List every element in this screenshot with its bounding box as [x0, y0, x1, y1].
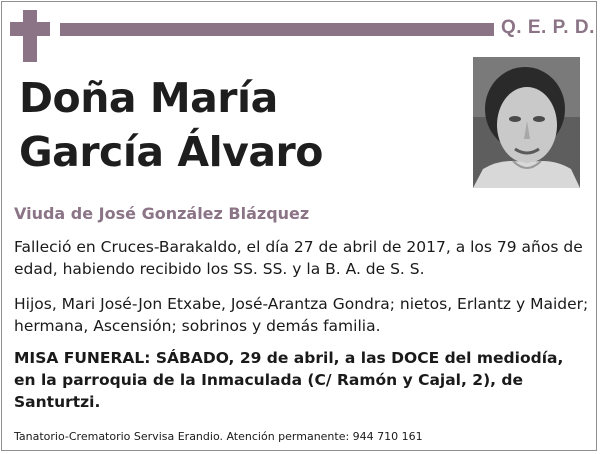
- family-paragraph: Hijos, Mari José-Jon Etxabe, José-Arantza Gondra; nietos, Erlantz y Maider; hermana, Ascensión; sobrinos y demás familia.: [14, 295, 589, 335]
- qepd-label: Q. E. P. D.: [501, 17, 595, 38]
- deceased-photo: [473, 57, 580, 188]
- funeral-mass-paragraph: MISA FUNERAL: SÁBADO, 29 de abril, a las DOCE del mediodía, en la parroquia de la Inmaculada (C/ Ramón y Cajal, 2), de Santurtzi.: [14, 349, 564, 411]
- death-details-paragraph: Falleció en Cruces-Barakaldo, el día 27 de abril de 2017, a los 79 años de edad, habiendo recibido los SS. SS. y la B. A. de S. S.: [14, 238, 583, 278]
- deceased-name: [19, 71, 459, 179]
- header-divider-bar: [60, 23, 494, 36]
- deceased-name-line2: García Álvaro: [19, 128, 323, 176]
- widow-of-subtitle: Viuda de José González Blázquez: [14, 204, 310, 223]
- funeral-home-footer: Tanatorio-Crematorio Servisa Erandio. Atención permanente: 944 710 161: [14, 430, 423, 443]
- deceased-name-line1: Doña María: [19, 74, 278, 122]
